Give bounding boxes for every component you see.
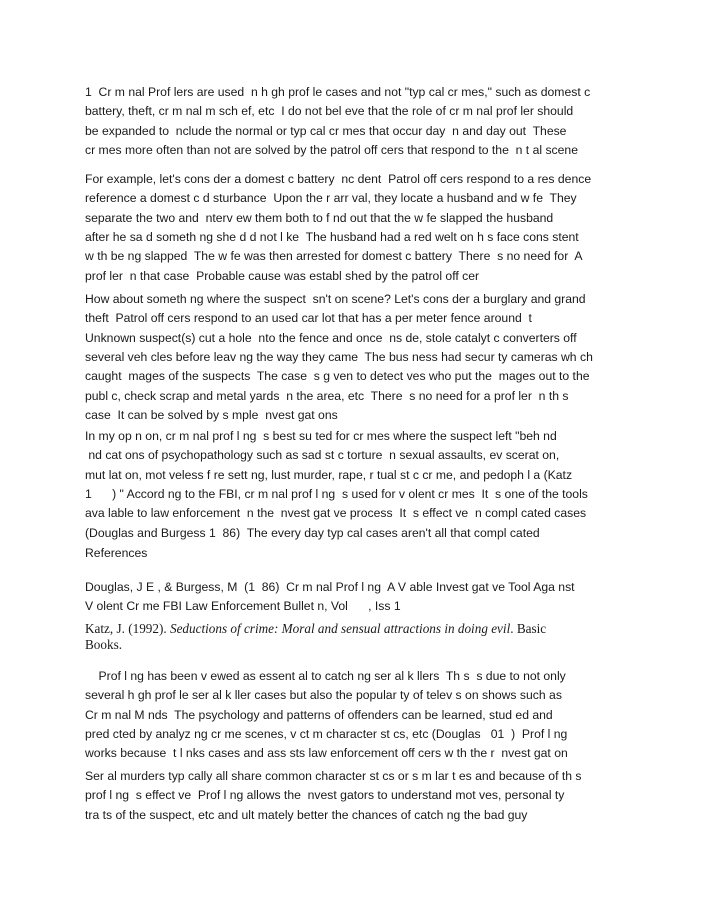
p2-line: separate the two and nterv ew them both to f nd out that the w fe slapped the husband — [85, 210, 554, 225]
p2-line: For example, let's cons der a domest c battery nc dent Patrol off cers respond to a res dence — [85, 172, 592, 186]
refs-heading-line: References — [85, 546, 148, 560]
p2-line: prof ler n that case Probable cause was establ shed by the patrol off cer — [85, 268, 480, 283]
ref1-line: Douglas, J E , & Burgess, M (1 86) Cr m nal Prof l ng A V able Invest gat ve Tool Aga nst — [85, 580, 575, 594]
p3-line: publ c, check scrap and metal yards n the area, etc There s no need for a prof ler n th s — [85, 388, 569, 403]
reference-katz-publisher: . Basic — [510, 621, 547, 636]
p3-line: several veh cles before leav ng the way they came The bus ness had secur ty cameras wh ch — [85, 349, 593, 364]
p1-line: 1 Cr m nal Prof lers are used n h gh prof le cases and not "typ cal cr mes," such as domest c — [85, 85, 591, 99]
reference-katz-author: Katz, J. (1992). — [85, 621, 170, 636]
p3-line: Unknown suspect(s) cut a hole nto the fence and once ns de, stole catalyt c converters off — [85, 330, 577, 345]
p5-line: Cr m nal M nds The psychology and patterns of offenders can be learned, stud ed and — [85, 707, 553, 722]
p2-line: w th be ng slapped The w fe was then arrested for domest c battery There s no need for A — [85, 249, 583, 264]
reference-katz-title: Seductions of crime: Moral and sensual attractions in doing evil — [169, 621, 511, 636]
p6-line: Ser al murders typ cally all share common character st cs or s m lar t es and because of th s — [85, 769, 582, 783]
p3-line: theft Patrol off cers respond to an used car lot that has a per meter fence around t — [85, 311, 532, 326]
p6-line: prof l ng s effect ve Prof l ng allows the nvest gators to understand mot ves, personal ty — [85, 788, 565, 803]
p4-line: In my op n on, cr m nal prof l ng s best su ted for cr mes where the suspect left "beh nd — [85, 429, 557, 443]
p5-line: Prof l ng has been v ewed as essent al to catch ng ser al k llers Th s s due to not only — [85, 669, 566, 683]
p3-line: How about someth ng where the suspect sn't on scene? Let's cons der a burglary and grand — [85, 292, 586, 306]
p4-line: (Douglas and Burgess 1 86) The every day typ cal cases aren't all that compl cated — [85, 525, 540, 540]
p5-line: several h gh prof le ser al k ller cases but also the popular ty of telev s on shows such as — [85, 688, 562, 703]
p1-line: be expanded to nclude the normal or typ cal cr mes that occur day n and day out These — [85, 123, 567, 138]
p3-line: caught mages of the suspects The case s g ven to detect ves who put the mages out to the — [85, 369, 590, 384]
p4-line: mut lat on, mot veless f re sett ng, lust murder, rape, r tual st c cr me, and pedoph l a (Katz — [85, 467, 573, 482]
p5-line: pred cted by analyz ng cr me scenes, v ct m character st cs, etc (Douglas 01 ) Prof l ng — [85, 726, 568, 741]
p4-line: nd cat ons of psychopathology such as sad st c torture n sexual assaults, ev scerat on, — [85, 448, 560, 463]
p6-line: tra ts of the suspect, etc and ult mately better the chances of catch ng the bad guy — [85, 807, 528, 822]
ref1-line: V olent Cr me FBI Law Enforcement Bullet n, Vol , Iss 1 — [85, 599, 401, 614]
p2-line: after he sa d someth ng she d d not l ke The husband had a red welt on h s face cons stent — [85, 229, 579, 244]
p1-line: battery, theft, cr m nal m sch ef, etc I do not bel eve that the role of cr m nal prof ler should — [85, 104, 574, 119]
reference-katz-line-2: Books. — [85, 637, 123, 652]
p4-line: ava lable to law enforcement n the nvest gat ve process It s effect ve n compl cated cases — [85, 506, 587, 521]
reference-katz-line-1 — [85, 621, 546, 637]
p3-line: case It can be solved by s mple nvest gat ons — [85, 407, 338, 422]
p2-line: reference a domest c d sturbance Upon the r arr val, they locate a husband and w fe They — [85, 191, 577, 206]
p4-line: 1 ) " Accord ng to the FBI, cr m nal prof l ng s used for v olent cr mes It s one of the tools — [85, 486, 588, 501]
p1-line: cr mes more often than not are solved by the patrol off cers that respond to the n t al scene — [85, 142, 578, 157]
p5-line: works because t l nks cases and ass sts law enforcement off cers w th the r nvest gat on — [85, 746, 568, 761]
